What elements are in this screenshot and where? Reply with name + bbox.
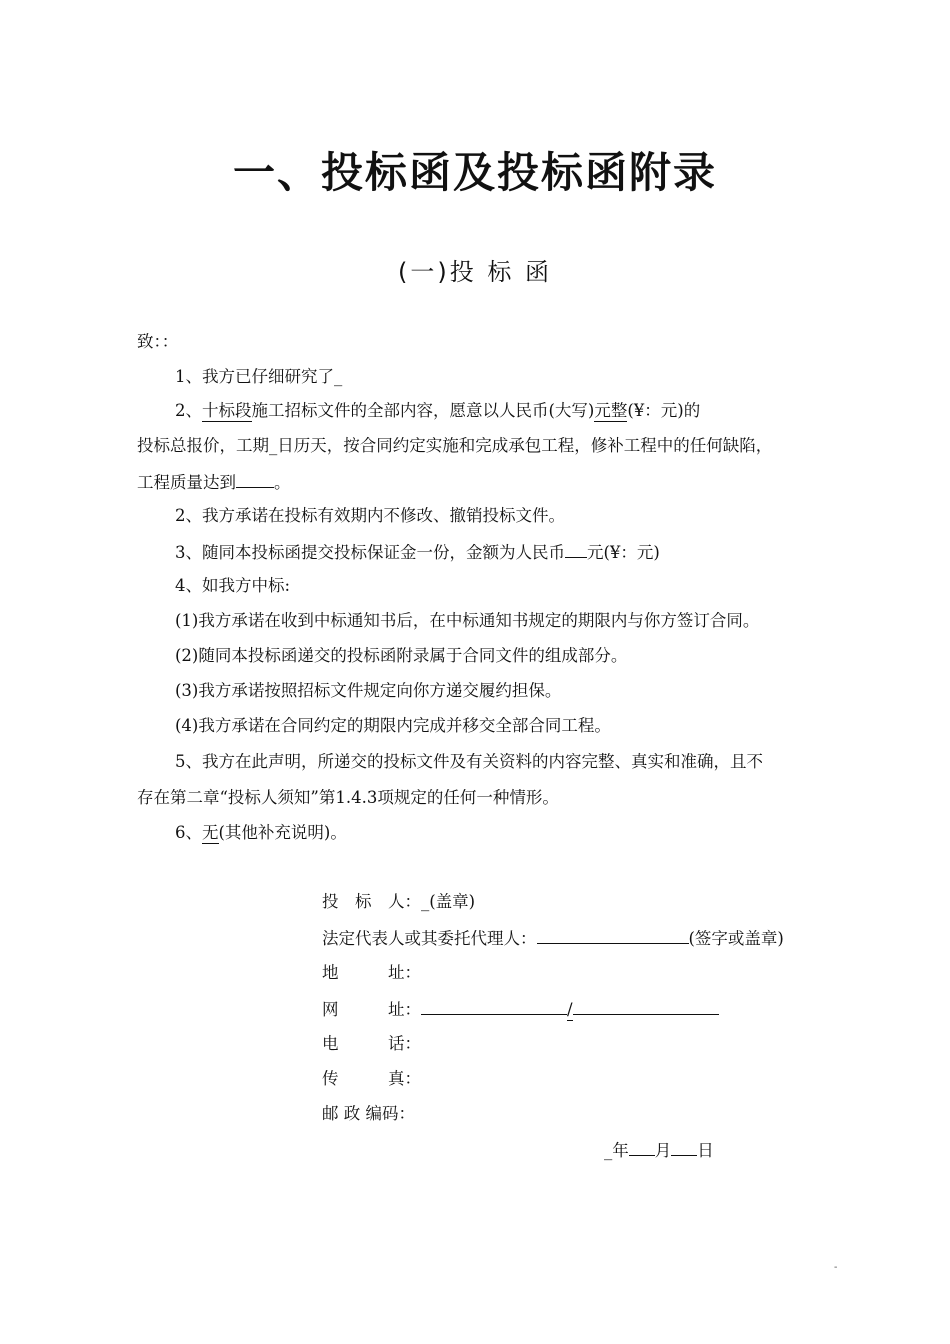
legal-representative-suffix: (签字或盖章)	[688, 929, 784, 948]
legal-representative-label: 法定代表人或其委托代理人：	[322, 929, 537, 948]
paragraph-2-prefix: 2、	[175, 401, 202, 420]
bidder-seal: _(盖章)	[421, 892, 476, 911]
document-title: 一、投标函及投标函附录	[232, 148, 717, 197]
salutation: 致：：	[137, 332, 179, 351]
bid-section-underlined: 十标段	[202, 401, 252, 420]
paragraph-5: 4、如我方中标:	[175, 576, 291, 595]
deposit-text: 3、随同本投标函提交投标保证金一份，金额为人民币	[175, 543, 565, 562]
date-day-blank	[671, 1137, 697, 1156]
phone-label: 电 话：	[322, 1034, 421, 1053]
deposit-blank	[565, 539, 587, 558]
quality-blank	[236, 469, 274, 488]
paragraph-2-line-1	[175, 399, 700, 423]
date-day: 日	[697, 1141, 714, 1160]
paragraph-7	[175, 821, 347, 845]
paragraph-2-line-3	[137, 469, 291, 495]
postcode-label: 邮 政 编码：	[322, 1104, 415, 1123]
paragraph-6-line-1: 5、我方在此声明，所递交的投标文件及有关资料的内容完整、真实和准确，且不	[175, 752, 763, 771]
paragraph-4	[175, 539, 660, 565]
legal-representative-row	[322, 925, 784, 951]
address-label: 地 址：	[322, 963, 421, 982]
paragraph-2-line-2: 投标总报价，工期_日历天，按合同约定实施和完成承包工程，修补工程中的任何缺陷，	[137, 436, 773, 455]
other-notes-underlined: 无	[202, 823, 219, 842]
paragraph-2-mid: 施工招标文件的全部内容，愿意以人民币(大写)	[251, 401, 595, 420]
date-month-blank	[629, 1137, 655, 1156]
website-blank-1	[421, 996, 567, 1015]
paragraph-5-1: (1)我方承诺在收到中标通知书后，在中标通知书规定的期限内与你方签订合同。	[175, 611, 760, 630]
paragraph-7-suffix: (其他补充说明)。	[218, 823, 347, 842]
website-separator: /	[567, 1000, 573, 1019]
bidder-row	[322, 890, 475, 914]
legal-representative-blank	[537, 925, 689, 944]
paragraph-7-prefix: 6、	[175, 823, 202, 842]
page-mark: -	[834, 1262, 838, 1273]
date-year: _年	[604, 1141, 629, 1160]
section-subtitle: (一)投 标 函	[398, 258, 552, 286]
deposit-suffix: 元(¥：元)	[587, 543, 660, 562]
quality-label: 工程质量达到	[137, 473, 236, 492]
bid-amount-underlined: 元整	[594, 401, 628, 420]
website-row	[322, 996, 719, 1022]
date-row	[604, 1137, 714, 1163]
bidder-label: 投 标 人：	[322, 892, 421, 911]
website-label: 网 址：	[322, 1000, 421, 1019]
fax-label: 传 真：	[322, 1069, 421, 1088]
paragraph-3: 2、我方承诺在投标有效期内不修改、撤销投标文件。	[175, 506, 565, 525]
quality-suffix: 。	[274, 473, 291, 492]
paragraph-1: 1、我方已仔细研究了_	[175, 367, 343, 386]
paragraph-2-suffix: (¥：元)的	[627, 401, 701, 420]
paragraph-5-2: (2)随同本投标函递交的投标函附录属于合同文件的组成部分。	[175, 646, 628, 665]
paragraph-5-3: (3)我方承诺按照招标文件规定向你方递交履约担保。	[175, 681, 562, 700]
website-blank-2	[573, 996, 719, 1015]
date-month: 月	[654, 1141, 672, 1160]
paragraph-5-4: (4)我方承诺在合同约定的期限内完成并移交全部合同工程。	[175, 716, 611, 735]
paragraph-6-line-2: 存在第二章“投标人须知”第1.4.3项规定的任何一种情形。	[137, 788, 559, 807]
